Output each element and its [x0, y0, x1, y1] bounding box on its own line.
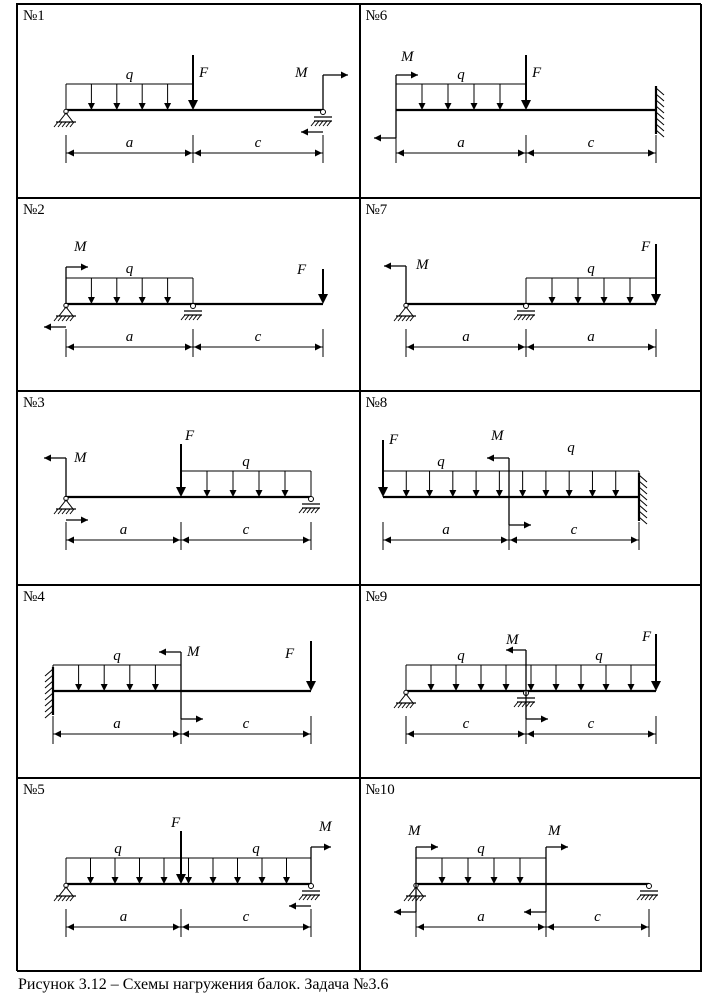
pin-support-hatch	[408, 896, 412, 901]
roller-support	[309, 497, 314, 502]
distributed-load-q-label: q	[242, 454, 250, 471]
dimension-arrowhead	[547, 924, 554, 931]
distributed-load-q-label: q	[456, 67, 465, 83]
pin-support-hatch	[420, 896, 424, 901]
force-F-label: F	[199, 65, 209, 81]
dimension-arrowhead	[397, 150, 404, 157]
scheme-panel	[17, 198, 360, 392]
pin-support-triangle	[59, 113, 73, 122]
scheme-panel	[17, 4, 360, 198]
force-F-arrowhead	[306, 681, 316, 691]
dimension-label: c	[593, 909, 601, 926]
moment-M-arrowhead	[44, 455, 51, 462]
horizontal-force-arrowhead	[374, 135, 381, 142]
dimension-label: a	[461, 328, 470, 345]
roller-support-hatch	[518, 315, 522, 320]
force-F-label: F	[640, 238, 650, 255]
roller-support-hatch	[181, 315, 185, 320]
force-F-arrowhead	[521, 100, 531, 110]
pin-support-hatch	[402, 703, 406, 708]
force-F-label: F	[297, 261, 307, 278]
dimension-arrowhead	[67, 924, 74, 931]
roller-support-hatch	[307, 895, 311, 900]
pin-support-hatch	[66, 316, 70, 321]
distributed-load-q2-label: q	[252, 841, 260, 858]
horizontal-force-arrowhead	[394, 909, 401, 916]
moment-M-label: M	[505, 631, 518, 648]
scheme-panel	[360, 198, 703, 392]
pin-support-hatch	[62, 896, 66, 901]
roller-support-hatch	[315, 895, 319, 900]
scheme-panel	[17, 391, 360, 585]
pin-support-hatch	[70, 896, 74, 901]
beam-diagram	[18, 199, 361, 393]
horizontal-force-arrowhead	[196, 715, 203, 722]
dimension-arrowhead	[631, 537, 638, 544]
moment-M-label: M	[490, 428, 503, 445]
fixed-wall-hatch	[45, 693, 53, 700]
dimension-arrowhead	[407, 343, 414, 350]
pin-support-triangle	[59, 887, 73, 896]
moment-M-label: M	[74, 238, 87, 255]
scheme-panel	[360, 778, 703, 972]
fixed-wall-hatch	[639, 487, 647, 494]
dimension-label: c	[242, 522, 250, 539]
force-F-label: F	[531, 65, 541, 81]
force-F-arrowhead	[651, 294, 661, 304]
fixed-wall-hatch	[656, 88, 664, 95]
dimension-arrowhead	[527, 343, 534, 350]
moment-M-label: M	[295, 65, 308, 81]
scheme-number: №2	[23, 201, 45, 218]
fixed-wall-hatch	[656, 112, 664, 119]
dimension-arrowhead	[303, 924, 310, 931]
dimension-arrowhead	[648, 730, 655, 737]
figure-grid	[16, 3, 701, 971]
roller-support-hatch	[311, 895, 315, 900]
beam-diagram	[18, 392, 361, 586]
dimension-label: a	[113, 715, 121, 732]
pin-support-hatch	[70, 122, 74, 127]
roller-support-hatch	[299, 508, 303, 513]
dimension-label: c	[242, 715, 250, 732]
fixed-wall-hatch	[656, 118, 664, 125]
distributed-load-q-label: q	[125, 67, 134, 83]
dimension-label: c	[462, 715, 469, 732]
distributed-load-q-label: q	[586, 260, 595, 277]
scheme-panel	[360, 391, 703, 585]
moment-M-arrowhead	[81, 263, 88, 270]
horizontal-force-arrowhead	[289, 903, 296, 910]
roller-support-hatch	[193, 315, 197, 320]
pin-support-hatch	[62, 122, 66, 127]
horizontal-force-2-arrowhead	[524, 909, 531, 916]
fixed-wall-hatch	[639, 481, 647, 488]
roller-support-hatch	[311, 508, 315, 513]
pin-support-hatch	[54, 896, 58, 901]
beam-diagram	[361, 392, 704, 586]
pin-support-hatch	[62, 316, 66, 321]
pin-support-triangle	[59, 307, 73, 316]
fixed-wall-hatch	[639, 499, 647, 506]
dimension-arrowhead	[315, 150, 322, 157]
roller-support-hatch	[303, 895, 307, 900]
dimension-arrowhead	[518, 150, 525, 157]
beam-diagram	[18, 586, 361, 780]
moment-M-label: M	[74, 450, 87, 467]
dimension-arrowhead	[303, 537, 310, 544]
horizontal-force-arrowhead	[524, 522, 531, 529]
pin-support-hatch	[406, 316, 410, 321]
fixed-wall-hatch	[639, 505, 647, 512]
force-F-label: F	[171, 815, 181, 832]
force-F-arrowhead	[318, 294, 328, 304]
roller-support	[321, 110, 326, 115]
moment-M-label: M	[319, 819, 332, 836]
distributed-load-q-label: q	[114, 841, 122, 858]
scheme-number: №8	[365, 395, 388, 412]
force-F-label: F	[185, 428, 195, 445]
dimension-label: a	[125, 328, 134, 345]
roller-support-hatch	[514, 702, 518, 707]
fixed-wall-hatch	[45, 705, 53, 712]
scheme-number: №10	[365, 782, 395, 799]
pin-support-hatch	[398, 703, 402, 708]
pin-support-hatch	[410, 316, 414, 321]
dimension-arrowhead	[384, 537, 391, 544]
moment-M-arrowhead	[384, 262, 391, 269]
pin-support-hatch	[58, 122, 62, 127]
roller-support-hatch	[645, 895, 649, 900]
roller-support-hatch	[518, 702, 522, 707]
fixed-wall-hatch	[45, 699, 53, 706]
dimension-arrowhead	[182, 924, 189, 931]
roller-support-hatch	[197, 315, 201, 320]
pin-support-hatch	[394, 316, 398, 321]
fixed-wall-hatch	[45, 681, 53, 688]
pin-support-hatch	[394, 703, 398, 708]
scheme-panel	[17, 778, 360, 972]
roller-support	[523, 303, 528, 308]
beam-diagram	[361, 5, 704, 199]
dimension-arrowhead	[538, 924, 545, 931]
roller-support	[309, 884, 314, 889]
roller-support	[191, 303, 196, 308]
pin-support-hatch	[58, 509, 62, 514]
scheme-number: №7	[365, 201, 388, 218]
dimension-arrowhead	[185, 150, 192, 157]
pin-support-hatch	[402, 316, 406, 321]
dimension-arrowhead	[641, 924, 648, 931]
horizontal-force-arrowhead	[541, 715, 548, 722]
dimension-arrowhead	[501, 537, 508, 544]
roller-support-hatch	[649, 895, 653, 900]
scheme-number: №3	[23, 395, 45, 412]
distributed-load-q-label: q	[113, 647, 121, 664]
dimension-arrowhead	[173, 537, 180, 544]
dimension-arrowhead	[194, 343, 201, 350]
dimension-arrowhead	[67, 343, 74, 350]
dimension-arrowhead	[315, 343, 322, 350]
pin-support-triangle	[59, 500, 73, 509]
pin-support-hatch	[410, 703, 414, 708]
moment-M-arrowhead	[431, 844, 438, 851]
dimension-arrowhead	[67, 537, 74, 544]
pin-support-hatch	[70, 316, 74, 321]
pin-support-hatch	[54, 122, 58, 127]
roller-support-hatch	[189, 315, 193, 320]
dimension-arrowhead	[194, 150, 201, 157]
roller-support-hatch	[637, 895, 641, 900]
roller-support-hatch	[327, 121, 331, 126]
beam-diagram	[361, 779, 704, 973]
force-F-arrowhead	[176, 874, 186, 884]
dimension-arrowhead	[182, 537, 189, 544]
pin-support-hatch	[406, 703, 410, 708]
dimension-label: a	[119, 522, 128, 539]
fixed-wall-hatch	[656, 124, 664, 131]
pin-support-hatch	[404, 896, 408, 901]
fixed-wall-hatch	[45, 675, 53, 682]
roller-support-hatch	[303, 508, 307, 513]
scheme-number: №6	[365, 8, 388, 24]
moment-M-label: M	[415, 256, 428, 273]
distributed-load-q-label: q	[456, 647, 465, 664]
distributed-load-q-label: q	[125, 260, 134, 277]
force-F-label: F	[388, 432, 398, 449]
dimension-label: a	[441, 522, 450, 539]
roller-support-hatch	[311, 121, 315, 126]
horizontal-force-arrowhead	[301, 129, 308, 136]
beam-diagram	[18, 779, 361, 973]
force-F-label: F	[285, 645, 295, 662]
roller-support-hatch	[315, 508, 319, 513]
scheme-panel	[360, 4, 703, 198]
fixed-wall-hatch	[656, 130, 664, 137]
dimension-arrowhead	[648, 150, 655, 157]
dimension-arrowhead	[67, 150, 74, 157]
roller-support-hatch	[185, 315, 189, 320]
scheme-panel	[360, 585, 703, 779]
dimension-label: a	[125, 135, 134, 151]
roller-support-hatch	[323, 121, 327, 126]
dimension-arrowhead	[510, 537, 517, 544]
pin-support-hatch	[54, 316, 58, 321]
force-F-label: F	[641, 628, 651, 645]
fixed-wall-hatch	[45, 711, 53, 718]
roller-support	[646, 884, 651, 889]
force-F-arrowhead	[651, 681, 661, 691]
dimension-label: a	[456, 135, 465, 151]
dimension-label: a	[119, 909, 128, 926]
roller-support-hatch	[319, 121, 323, 126]
roller-support-hatch	[526, 315, 530, 320]
dimension-label: c	[254, 328, 262, 345]
dimension-arrowhead	[527, 150, 534, 157]
dimension-arrowhead	[527, 730, 534, 737]
roller-support-hatch	[307, 508, 311, 513]
distributed-load-q2-label: q	[566, 440, 575, 457]
dimension-label: c	[254, 135, 262, 151]
pin-support-triangle	[399, 694, 413, 703]
dimension-arrowhead	[518, 730, 525, 737]
roller-support-hatch	[315, 121, 319, 126]
dimension-arrowhead	[54, 730, 61, 737]
pin-support-triangle	[399, 307, 413, 316]
force-F-arrowhead	[176, 487, 186, 497]
scheme-number: №5	[23, 782, 45, 799]
moment-M-arrowhead	[341, 72, 348, 79]
dimension-arrowhead	[407, 730, 414, 737]
distributed-load-q-label: q	[436, 454, 445, 471]
roller-support-hatch	[530, 702, 534, 707]
pin-support-hatch	[70, 509, 74, 514]
pin-support-hatch	[54, 509, 58, 514]
dimension-arrowhead	[173, 730, 180, 737]
fixed-wall-hatch	[639, 493, 647, 500]
dimension-arrowhead	[303, 730, 310, 737]
pin-support-hatch	[66, 122, 70, 127]
roller-support-hatch	[514, 315, 518, 320]
beam-diagram	[361, 199, 704, 393]
moment-M-label: M	[400, 49, 413, 65]
pin-support-hatch	[398, 316, 402, 321]
beam-diagram	[18, 5, 361, 199]
moment-M-arrowhead	[487, 455, 494, 462]
dimension-arrowhead	[417, 924, 424, 931]
fixed-wall-hatch	[45, 687, 53, 694]
moment-M-arrowhead	[159, 648, 166, 655]
fixed-wall-hatch	[656, 100, 664, 107]
roller-support-hatch	[641, 895, 645, 900]
roller-support-hatch	[530, 315, 534, 320]
pin-support-hatch	[66, 509, 70, 514]
distributed-load-q2-label: q	[594, 647, 603, 664]
moment-M-arrowhead	[411, 72, 418, 79]
roller-support-hatch	[299, 895, 303, 900]
force-F-arrowhead	[188, 100, 198, 110]
dimension-arrowhead	[518, 343, 525, 350]
roller-support-hatch	[653, 895, 657, 900]
figure-caption: Рисунок 3.12 – Схемы нагружения балок. Задача №3.6	[18, 976, 389, 993]
scheme-panel	[17, 585, 360, 779]
dimension-label: a	[586, 328, 595, 345]
dimension-label: c	[570, 522, 577, 539]
pin-support-hatch	[58, 316, 62, 321]
dimension-arrowhead	[182, 730, 189, 737]
dimension-label: c	[587, 135, 594, 151]
dimension-label: c	[242, 909, 250, 926]
dimension-arrowhead	[173, 924, 180, 931]
pin-support-hatch	[66, 896, 70, 901]
fixed-wall-hatch	[656, 94, 664, 101]
horizontal-force-arrowhead	[44, 323, 51, 330]
pin-support-hatch	[58, 896, 62, 901]
force-F-arrowhead	[378, 487, 388, 497]
fixed-wall-hatch	[45, 669, 53, 676]
moment-M-label: M	[187, 643, 200, 660]
dimension-arrowhead	[185, 343, 192, 350]
scheme-number: №4	[23, 588, 45, 605]
pin-support-hatch	[62, 509, 66, 514]
fixed-wall-hatch	[656, 106, 664, 113]
scheme-number: №9	[365, 588, 388, 605]
dimension-label: a	[476, 909, 485, 926]
dimension-arrowhead	[648, 343, 655, 350]
fixed-wall-hatch	[639, 517, 647, 524]
scheme-number: №1	[23, 8, 45, 24]
moment-M-label: M	[407, 823, 420, 840]
distributed-load-q-label: q	[476, 841, 485, 858]
fixed-wall-hatch	[639, 475, 647, 482]
roller-support-hatch	[522, 315, 526, 320]
dimension-label: c	[587, 715, 594, 732]
moment-M-arrowhead	[324, 844, 331, 851]
fixed-wall-hatch	[639, 511, 647, 518]
horizontal-force-arrowhead	[81, 517, 88, 524]
moment-M2-label: M	[547, 823, 560, 840]
moment-M2-arrowhead	[561, 844, 568, 851]
beam-diagram	[361, 586, 704, 780]
